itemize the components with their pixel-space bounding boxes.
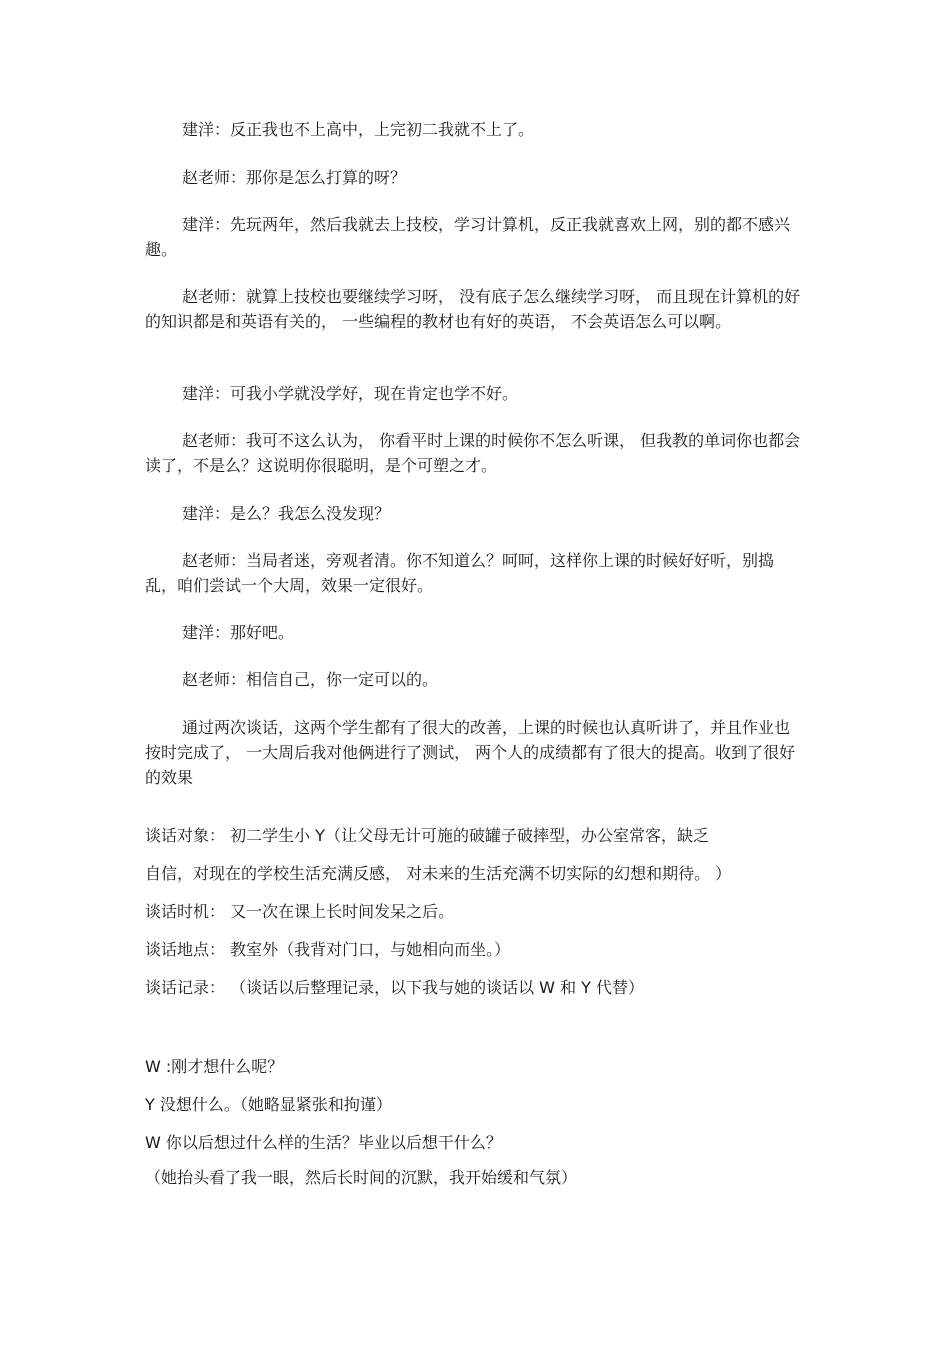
talk-object-line-1: 谈话对象： 初二学生小 Y（让父母无计可施的破罐子破摔型，办公室常客，缺乏 [145,826,709,845]
exchange-line-3: W 你以后想过什么样的生活？毕业以后想干什么？ [145,1133,502,1152]
dialogue-line-7: 建洋：是么？我怎么没发现？ [182,504,391,523]
dialogue-line-6: 赵老师：我可不这么认为， 你看平时上课的时候你不怎么听课， 但我教的单词你也都会读了，不是么？这说明你很聪明，是个可塑之才。 [145,431,801,475]
dialogue-line-9: 建洋：那好吧。 [182,623,295,642]
dialogue-line-2: 赵老师：那你是怎么打算的呀？ [182,168,407,187]
exchange-line-4: （她抬头看了我一眼，然后长时间的沉默，我开始缓和气氛） [145,1168,578,1187]
dialogue-line-3: 建洋：先玩两年，然后我就去上技校，学习计算机，反正我就喜欢上网，别的都不感兴趣。 [145,215,791,259]
dialogue-line-10: 赵老师：相信自己，你一定可以的。 [182,670,439,689]
talk-notes: 谈话记录： （谈话以后整理记录，以下我与她的谈话以 W 和 Y 代替） [145,978,645,997]
exchange-line-2: Y 没想什么。（她略显紧张和拘谨） [145,1095,392,1114]
talk-place: 谈话地点： 教室外（我背对门口，与她相向而坐。） [145,940,511,959]
dialogue-line-8: 赵老师：当局者迷，旁观者清。你不知道么？呵呵，这样你上课的时候好好听，别捣乱，咱们尝试一个大周，效果一定很好。 [145,551,775,595]
talk-time: 谈话时机： 又一次在课上长时间发呆之后。 [145,902,455,921]
summary-paragraph: 通过两次谈话，这两个学生都有了很大的改善，上课的时候也认真听讲了，并且作业也按时完成了， 一大周后我对他俩进行了测试， 两个人的成绩都有了很大的提高。收到了很好的效果 [145,718,796,787]
talk-object-line-2: 自信，对现在的学校生活充满反感， 对未来的生活充满不切实际的幻想和期待。 ） [145,864,732,883]
dialogue-line-4: 赵老师：就算上技校也要继续学习呀， 没有底子怎么继续学习呀， 而且现在计算机的好的知识都是和英语有关的， 一些编程的教材也有好的英语， 不会英语怎么可以啊。 [145,287,801,331]
dialogue-line-5: 建洋：可我小学就没学好，现在肯定也学不好。 [182,384,519,403]
dialogue-line-1: 建洋：反正我也不上高中，上完初二我就不上了。 [182,120,535,139]
exchange-line-1: W :刚才想什么呢？ [145,1057,284,1076]
